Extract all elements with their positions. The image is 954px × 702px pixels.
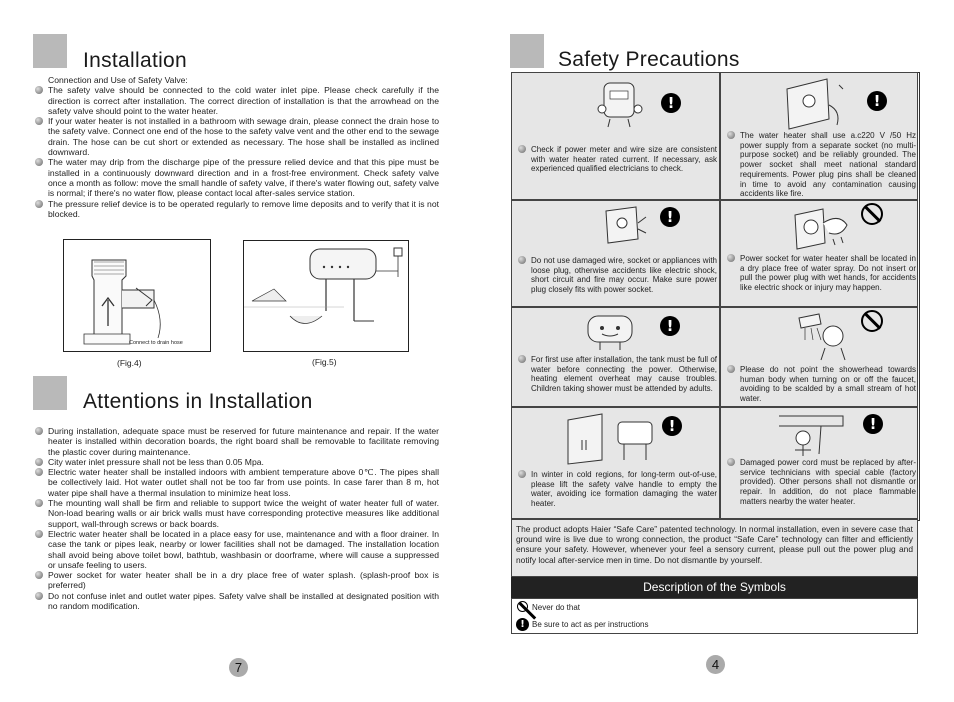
bullet-icon: [35, 117, 43, 125]
list-item: Electric water heater shall be installed indoors with ambient temperature above 0℃. The pipes shall be collectively laid. Hot water outlet shall not be too far from use points. In case farer than 8 m, hot water pipe shall have a thermal insulation to minimize heat loss.: [35, 467, 439, 498]
prohibited-icon: [861, 310, 883, 332]
warning-icon: !: [867, 91, 887, 111]
page-number-right: 4: [706, 655, 725, 674]
figure-4-caption: (Fig.4): [117, 358, 142, 368]
warning-icon: !: [662, 416, 682, 436]
bullet-icon: [35, 468, 43, 476]
safety-valve-handle-icon: [562, 410, 662, 466]
attentions-body: [35, 426, 439, 611]
wall-socket-icon: [779, 75, 849, 133]
symbols-legend: [511, 598, 918, 634]
list-item: The mounting wall shall be firm and reliable to support twice the weight of water heater full of water. Non-load bearing walls or air brick walls must have corresponding protective measures like additional support, wall-through screws or back boards.: [35, 498, 439, 529]
section-marker: [33, 376, 67, 410]
safe-care-note: The product adopts Haier “Safe Care” patented technology. In normal installation, even in severe case that ground wire is live due to wrong connection, the product “Safe Care” technology can filter and efficiently ensure your safety. However, whenever your feel a sensory current, please pull out the power plug and notify local after-service men in time. Do not dismantle by yourself.: [511, 519, 918, 577]
list-item: Do not confuse inlet and outlet water pipes. Safety valve shall be installed at designated position with no random modification.: [35, 591, 439, 612]
safety-precautions-title: Safety Precautions: [558, 48, 740, 71]
symbols-header: Description of the Symbols: [511, 577, 918, 598]
bullet-icon: [35, 530, 43, 538]
precaution-text: Check if power meter and wire size are consistent with water heater rated current. If necessary, ask experienced qualified electricians to check.: [518, 145, 717, 174]
list-item: During installation, adequate space must be reserved for future maintenance and repair. If the water heater is installed within decoration boards, the right board shall be removable to facilitate removing the plastic cover during maintenance.: [35, 426, 439, 457]
safety-valve-illustration: [64, 240, 210, 351]
damaged-socket-icon: [600, 203, 648, 247]
figure-4-safety-valve: [63, 239, 211, 352]
warning-icon: !: [661, 93, 681, 113]
drain-hose-label: Connect to drain hose: [129, 340, 183, 346]
page-number-left: 7: [229, 658, 248, 677]
section-marker: [510, 34, 544, 68]
bullet-icon: [727, 131, 735, 139]
list-item: Electric water heater shall be located in a place easy for use, maintenance and with a floor drainer. In case the tank or pipes leak, nearby or lower facilities shall not be damaged. The installation location shall avoid being above toilet bowl, bathtub, washbasin or doorframe, where will cause a suppressed or unsafe feeling to users.: [35, 529, 439, 570]
bullet-icon: [35, 200, 43, 208]
bullet-icon: [35, 592, 43, 600]
list-item: The safety valve should be connected to the cold water inlet pipe. Please check carefully if the direction is correct after installation. The correct direction of installation is that the arrowhead on the safety valve should point to the water heater.: [35, 85, 439, 116]
bullet-icon: [35, 427, 43, 435]
technician-repair-icon: [773, 410, 869, 458]
section-marker: [33, 34, 67, 68]
symbol-must-label: Be sure to act as per instructions: [532, 620, 649, 629]
bullet-icon: [518, 355, 526, 363]
precaution-cell-winter: [511, 407, 720, 519]
precaution-cell-separate-socket: [720, 72, 918, 200]
bullet-icon: [35, 499, 43, 507]
water-heater-illustration: [244, 241, 408, 351]
warning-icon: !: [660, 207, 680, 227]
warning-icon: !: [863, 414, 883, 434]
precaution-text: Do not use damaged wire, socket or appliances with loose plug, otherwise accidents like electric shock, short circuit and fire may occur. Make sure power plug closely fits with power socket.: [518, 256, 717, 295]
installation-title: Installation: [83, 49, 187, 72]
precaution-cell-power-cord: [720, 407, 918, 519]
installation-intro: Connection and Use of Safety Valve:: [48, 75, 188, 85]
list-item: If your water heater is not installed in a bathroom with sewage drain, please connect the drain hose to the safety valve. Connect one end of the hose to the safety valve vent and the other end to the sewage drain. The hose can be cut short or extended as necessary. The hose shall be installed as inclined downward.: [35, 116, 439, 157]
list-item: The water may drip from the discharge pipe of the pressure relied device and that this pipe must be installed in a continuously downward direction and in a frost-free environment. Check safety valve once a month as follow: move the small handle of safety valve, if there's water flowing out, safety valve is normal; if there's no water flow, please contact local after-sales service station.: [35, 157, 439, 198]
precaution-cell-showerhead: [720, 307, 918, 407]
bullet-icon: [727, 458, 735, 466]
precaution-text: For first use after installation, the tank must be full of water before connecting the power. Otherwise, heating element overheat may cause troubles. Children taking shower must be attended by adults.: [518, 355, 717, 394]
precaution-cell-first-use: [511, 307, 720, 407]
precaution-text: Power socket for water heater shall be located in a dry place free of water spray. Do not insert or pull the power plug with wet hands, for accidents like electric shock or injury may happen.: [727, 254, 916, 293]
wet-hand-plug-icon: [789, 203, 853, 253]
power-meter-icon: [596, 79, 648, 129]
bullet-icon: [518, 256, 526, 264]
figure-5-caption: (Fig.5): [312, 357, 337, 367]
bullet-icon: [727, 254, 735, 262]
bullet-icon: [518, 145, 526, 153]
bullet-icon: [518, 470, 526, 478]
warning-icon: !: [660, 316, 680, 336]
warning-icon: !: [516, 618, 529, 631]
bullet-icon: [35, 458, 43, 466]
precaution-cell-power-meter: [511, 72, 720, 200]
figure-5-water-heater: [243, 240, 409, 352]
water-tank-icon: [582, 310, 638, 352]
bullet-icon: [727, 365, 735, 373]
bullet-icon: [35, 86, 43, 94]
bullet-icon: [35, 158, 43, 166]
showerhead-icon: [791, 310, 855, 362]
precaution-cell-damaged-wire: [511, 200, 720, 307]
precaution-text: Damaged power cord must be replaced by after-service technicians with special cable (factory provided). Other persons shall not dismantle or repair. In addition, do not place flammable matters nearby the water heater.: [727, 458, 916, 507]
bullet-icon: [35, 571, 43, 579]
precaution-cell-wet-hands: [720, 200, 918, 307]
precaution-text: In winter in cold regions, for long-term out-of-use, please lift the safety valve handle to empty the water, avoiding ice formation damaging the water heater.: [518, 470, 717, 509]
precaution-text: Please do not point the showerhead towards human body when turning on or off the faucet, avoiding to be scalded by a small stream of hot water.: [727, 365, 916, 404]
prohibited-icon: [517, 601, 528, 612]
list-item: The pressure relief device is to be operated regularly to remove lime deposits and to verify that it is not blocked.: [35, 199, 439, 220]
precaution-text: The water heater shall use a.c220 V /50 Hz power supply from a separate socket (no multi-purpose socket) and be reliably grounded. The power socket shall meet national standard requirements. Power plug pins shall be cleaned in time to avoid any contamination causing accidents like fire.: [727, 131, 916, 199]
installation-body: [35, 75, 439, 219]
symbol-never-label: Never do that: [532, 603, 581, 612]
attentions-title: Attentions in Installation: [83, 390, 313, 413]
prohibited-icon: [861, 203, 883, 225]
list-item: Power socket for water heater shall be in a dry place free of water splash. (splash-proof box is preferred): [35, 570, 439, 591]
list-item: City water inlet pressure shall not be less than 0.05 Mpa.: [35, 457, 439, 467]
